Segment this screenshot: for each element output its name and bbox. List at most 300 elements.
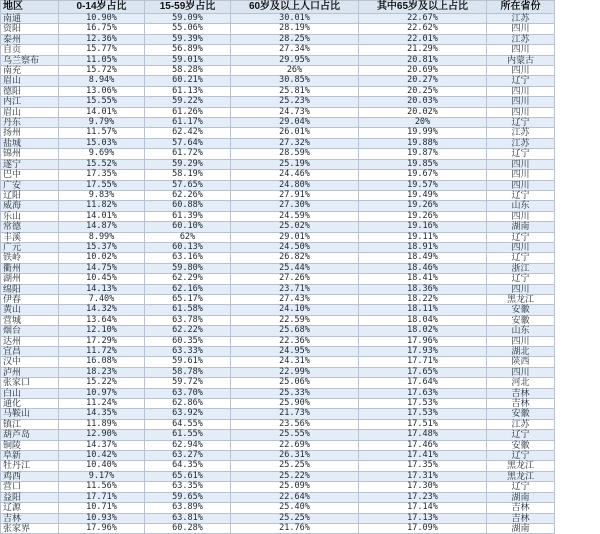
age-15-59-cell[interactable]: 61.55% (145, 430, 231, 440)
region-cell[interactable]: 丰溪 (1, 232, 59, 242)
age-15-59-cell[interactable]: 62.26% (145, 190, 231, 200)
header-age-65-plus[interactable]: 其中65岁及以上占比 (359, 1, 487, 14)
age-60-plus-cell[interactable]: 27.34% (231, 45, 359, 55)
age-60-plus-cell[interactable]: 22.64% (231, 492, 359, 502)
region-cell[interactable]: 辽源 (1, 503, 59, 513)
age-60-plus-cell[interactable]: 30.01% (231, 14, 359, 24)
province-cell[interactable]: 江苏 (487, 419, 555, 429)
age-60-plus-cell[interactable]: 25.19% (231, 159, 359, 169)
age-60-plus-cell[interactable]: 25.90% (231, 399, 359, 409)
age-65-plus-cell[interactable]: 17.96% (359, 336, 487, 346)
age-60-plus-cell[interactable]: 25.81% (231, 86, 359, 96)
age-0-14-cell[interactable]: 17.35% (59, 170, 145, 180)
age-60-plus-cell[interactable]: 26.82% (231, 253, 359, 263)
age-0-14-cell[interactable]: 14.01% (59, 107, 145, 117)
age-60-plus-cell[interactable]: 28.59% (231, 149, 359, 159)
age-0-14-cell[interactable]: 10.93% (59, 513, 145, 523)
age-15-59-cell[interactable]: 56.89% (145, 45, 231, 55)
age-0-14-cell[interactable]: 17.55% (59, 180, 145, 190)
region-cell[interactable]: 泰州 (1, 34, 59, 44)
age-65-plus-cell[interactable]: 21.29% (359, 45, 487, 55)
age-65-plus-cell[interactable]: 18.46% (359, 263, 487, 273)
province-cell[interactable]: 吉林 (487, 399, 555, 409)
province-cell[interactable]: 四川 (487, 211, 555, 221)
region-cell[interactable]: 葫芦岛 (1, 430, 59, 440)
region-cell[interactable]: 辽阳 (1, 190, 59, 200)
region-cell[interactable]: 白山 (1, 388, 59, 398)
age-15-59-cell[interactable]: 63.89% (145, 503, 231, 513)
age-15-59-cell[interactable]: 63.70% (145, 388, 231, 398)
age-60-plus-cell[interactable]: 27.32% (231, 138, 359, 148)
age-0-14-cell[interactable]: 11.89% (59, 419, 145, 429)
header-age-15-59[interactable]: 15-59岁占比 (145, 1, 231, 14)
age-0-14-cell[interactable]: 15.77% (59, 45, 145, 55)
age-15-59-cell[interactable]: 62.16% (145, 284, 231, 294)
age-15-59-cell[interactable]: 63.92% (145, 409, 231, 419)
age-60-plus-cell[interactable]: 25.06% (231, 378, 359, 388)
age-60-plus-cell[interactable]: 24.59% (231, 211, 359, 221)
age-15-59-cell[interactable]: 61.39% (145, 211, 231, 221)
age-15-59-cell[interactable]: 61.58% (145, 305, 231, 315)
age-0-14-cell[interactable]: 16.08% (59, 357, 145, 367)
age-60-plus-cell[interactable]: 24.80% (231, 180, 359, 190)
region-cell[interactable]: 衢州 (1, 263, 59, 273)
age-0-14-cell[interactable]: 7.40% (59, 294, 145, 304)
age-15-59-cell[interactable]: 65.17% (145, 294, 231, 304)
age-0-14-cell[interactable]: 9.17% (59, 471, 145, 481)
region-cell[interactable]: 通化 (1, 399, 59, 409)
province-cell[interactable]: 吉林 (487, 513, 555, 523)
age-60-plus-cell[interactable]: 29.95% (231, 55, 359, 65)
region-cell[interactable]: 宜昌 (1, 347, 59, 357)
province-cell[interactable]: 四川 (487, 336, 555, 346)
age-65-plus-cell[interactable]: 19.57% (359, 180, 487, 190)
province-cell[interactable]: 四川 (487, 24, 555, 34)
age-65-plus-cell[interactable]: 17.53% (359, 409, 487, 419)
age-0-14-cell[interactable]: 16.75% (59, 24, 145, 34)
age-0-14-cell[interactable]: 11.05% (59, 55, 145, 65)
age-60-plus-cell[interactable]: 28.25% (231, 34, 359, 44)
age-60-plus-cell[interactable]: 22.99% (231, 367, 359, 377)
age-65-plus-cell[interactable]: 19.16% (359, 222, 487, 232)
age-0-14-cell[interactable]: 15.52% (59, 159, 145, 169)
region-cell[interactable]: 广元 (1, 242, 59, 252)
age-15-59-cell[interactable]: 59.65% (145, 492, 231, 502)
age-15-59-cell[interactable]: 59.39% (145, 34, 231, 44)
region-cell[interactable]: 湖州 (1, 274, 59, 284)
age-0-14-cell[interactable]: 15.37% (59, 242, 145, 252)
age-15-59-cell[interactable]: 60.88% (145, 201, 231, 211)
province-cell[interactable]: 山东 (487, 201, 555, 211)
age-60-plus-cell[interactable]: 27.91% (231, 190, 359, 200)
age-65-plus-cell[interactable]: 18.22% (359, 294, 487, 304)
age-0-14-cell[interactable]: 13.64% (59, 315, 145, 325)
province-cell[interactable]: 四川 (487, 180, 555, 190)
province-cell[interactable]: 黑龙江 (487, 294, 555, 304)
age-15-59-cell[interactable]: 59.72% (145, 378, 231, 388)
age-0-14-cell[interactable]: 13.06% (59, 86, 145, 96)
age-0-14-cell[interactable]: 11.56% (59, 482, 145, 492)
age-60-plus-cell[interactable]: 22.36% (231, 336, 359, 346)
age-60-plus-cell[interactable]: 27.43% (231, 294, 359, 304)
region-cell[interactable]: 镇江 (1, 419, 59, 429)
province-cell[interactable]: 江苏 (487, 138, 555, 148)
province-cell[interactable]: 四川 (487, 66, 555, 76)
age-65-plus-cell[interactable]: 17.53% (359, 399, 487, 409)
header-age-60-plus[interactable]: 60岁及以上人口占比 (231, 1, 359, 14)
age-15-59-cell[interactable]: 59.22% (145, 97, 231, 107)
province-cell[interactable]: 浙江 (487, 263, 555, 273)
age-60-plus-cell[interactable]: 22.59% (231, 315, 359, 325)
region-cell[interactable]: 营口 (1, 482, 59, 492)
age-15-59-cell[interactable]: 60.35% (145, 336, 231, 346)
province-cell[interactable]: 辽宁 (487, 190, 555, 200)
province-cell[interactable]: 辽宁 (487, 118, 555, 128)
province-cell[interactable]: 辽宁 (487, 149, 555, 159)
age-0-14-cell[interactable]: 10.02% (59, 253, 145, 263)
age-65-plus-cell[interactable]: 17.35% (359, 461, 487, 471)
age-15-59-cell[interactable]: 62.22% (145, 326, 231, 336)
age-0-14-cell[interactable]: 9.69% (59, 149, 145, 159)
region-cell[interactable]: 汉中 (1, 357, 59, 367)
region-cell[interactable]: 眉山 (1, 76, 59, 86)
age-15-59-cell[interactable]: 63.35% (145, 482, 231, 492)
age-60-plus-cell[interactable]: 25.68% (231, 326, 359, 336)
province-cell[interactable]: 四川 (487, 97, 555, 107)
age-65-plus-cell[interactable]: 18.02% (359, 326, 487, 336)
age-0-14-cell[interactable]: 15.22% (59, 378, 145, 388)
age-0-14-cell[interactable]: 15.03% (59, 138, 145, 148)
age-60-plus-cell[interactable]: 24.46% (231, 170, 359, 180)
age-15-59-cell[interactable]: 63.33% (145, 347, 231, 357)
age-15-59-cell[interactable]: 57.64% (145, 138, 231, 148)
age-60-plus-cell[interactable]: 25.23% (231, 97, 359, 107)
header-age-0-14[interactable]: 0-14岁占比 (59, 1, 145, 14)
province-cell[interactable]: 四川 (487, 159, 555, 169)
age-0-14-cell[interactable]: 12.10% (59, 326, 145, 336)
province-cell[interactable]: 河北 (487, 378, 555, 388)
province-cell[interactable]: 四川 (487, 86, 555, 96)
province-cell[interactable]: 辽宁 (487, 430, 555, 440)
region-cell[interactable]: 眉山 (1, 107, 59, 117)
age-60-plus-cell[interactable]: 23.56% (231, 419, 359, 429)
age-60-plus-cell[interactable]: 29.01% (231, 232, 359, 242)
age-0-14-cell[interactable]: 10.40% (59, 461, 145, 471)
province-cell[interactable]: 四川 (487, 367, 555, 377)
age-15-59-cell[interactable]: 59.09% (145, 14, 231, 24)
region-cell[interactable]: 丹东 (1, 118, 59, 128)
age-65-plus-cell[interactable]: 17.51% (359, 419, 487, 429)
age-0-14-cell[interactable]: 17.29% (59, 336, 145, 346)
age-65-plus-cell[interactable]: 17.41% (359, 451, 487, 461)
age-60-plus-cell[interactable]: 25.25% (231, 461, 359, 471)
age-0-14-cell[interactable]: 14.87% (59, 222, 145, 232)
age-0-14-cell[interactable]: 9.83% (59, 190, 145, 200)
age-15-59-cell[interactable]: 58.78% (145, 367, 231, 377)
age-65-plus-cell[interactable]: 18.91% (359, 242, 487, 252)
age-60-plus-cell[interactable]: 25.25% (231, 513, 359, 523)
age-65-plus-cell[interactable]: 17.13% (359, 513, 487, 523)
province-cell[interactable]: 辽宁 (487, 253, 555, 263)
region-cell[interactable]: 达州 (1, 336, 59, 346)
age-15-59-cell[interactable]: 62% (145, 232, 231, 242)
age-65-plus-cell[interactable]: 19.85% (359, 159, 487, 169)
region-cell[interactable]: 伊春 (1, 294, 59, 304)
age-0-14-cell[interactable]: 11.72% (59, 347, 145, 357)
province-cell[interactable]: 四川 (487, 170, 555, 180)
region-cell[interactable]: 牡丹江 (1, 461, 59, 471)
age-65-plus-cell[interactable]: 19.67% (359, 170, 487, 180)
region-cell[interactable]: 自贡 (1, 45, 59, 55)
age-65-plus-cell[interactable]: 19.11% (359, 232, 487, 242)
province-cell[interactable]: 江苏 (487, 128, 555, 138)
age-0-14-cell[interactable]: 10.90% (59, 14, 145, 24)
province-cell[interactable]: 辽宁 (487, 76, 555, 86)
header-province[interactable]: 所在省份 (487, 1, 555, 14)
age-65-plus-cell[interactable]: 20.02% (359, 107, 487, 117)
age-65-plus-cell[interactable]: 17.63% (359, 388, 487, 398)
province-cell[interactable]: 黑龙江 (487, 461, 555, 471)
age-65-plus-cell[interactable]: 20.81% (359, 55, 487, 65)
age-0-14-cell[interactable]: 12.36% (59, 34, 145, 44)
region-cell[interactable]: 遂宁 (1, 159, 59, 169)
age-65-plus-cell[interactable]: 18.41% (359, 274, 487, 284)
region-cell[interactable]: 泸州 (1, 367, 59, 377)
province-cell[interactable]: 辽宁 (487, 232, 555, 242)
age-0-14-cell[interactable]: 14.32% (59, 305, 145, 315)
age-15-59-cell[interactable]: 64.55% (145, 419, 231, 429)
region-cell[interactable]: 南充 (1, 66, 59, 76)
age-65-plus-cell[interactable]: 20.27% (359, 76, 487, 86)
age-0-14-cell[interactable]: 8.99% (59, 232, 145, 242)
age-0-14-cell[interactable]: 11.82% (59, 201, 145, 211)
age-15-59-cell[interactable]: 61.17% (145, 118, 231, 128)
age-65-plus-cell[interactable]: 19.49% (359, 190, 487, 200)
age-60-plus-cell[interactable]: 26.01% (231, 128, 359, 138)
region-cell[interactable]: 阜新 (1, 451, 59, 461)
region-cell[interactable]: 益阳 (1, 492, 59, 502)
age-60-plus-cell[interactable]: 25.09% (231, 482, 359, 492)
age-65-plus-cell[interactable]: 17.23% (359, 492, 487, 502)
age-0-14-cell[interactable]: 17.96% (59, 523, 145, 533)
age-65-plus-cell[interactable]: 17.14% (359, 503, 487, 513)
age-65-plus-cell[interactable]: 17.71% (359, 357, 487, 367)
age-15-59-cell[interactable]: 64.35% (145, 461, 231, 471)
age-60-plus-cell[interactable]: 30.85% (231, 76, 359, 86)
region-cell[interactable]: 鸡西 (1, 471, 59, 481)
region-cell[interactable]: 南通 (1, 14, 59, 24)
age-15-59-cell[interactable]: 61.13% (145, 86, 231, 96)
age-15-59-cell[interactable]: 59.29% (145, 159, 231, 169)
age-65-plus-cell[interactable]: 19.88% (359, 138, 487, 148)
region-cell[interactable]: 内江 (1, 97, 59, 107)
region-cell[interactable]: 营城 (1, 315, 59, 325)
province-cell[interactable]: 四川 (487, 242, 555, 252)
age-60-plus-cell[interactable]: 21.73% (231, 409, 359, 419)
region-cell[interactable]: 德阳 (1, 86, 59, 96)
age-60-plus-cell[interactable]: 22.69% (231, 440, 359, 450)
age-15-59-cell[interactable]: 58.28% (145, 66, 231, 76)
age-60-plus-cell[interactable]: 24.73% (231, 107, 359, 117)
age-15-59-cell[interactable]: 60.13% (145, 242, 231, 252)
age-65-plus-cell[interactable]: 18.04% (359, 315, 487, 325)
age-65-plus-cell[interactable]: 20.25% (359, 86, 487, 96)
age-60-plus-cell[interactable]: 23.71% (231, 284, 359, 294)
province-cell[interactable]: 四川 (487, 45, 555, 55)
region-cell[interactable]: 绵阳 (1, 284, 59, 294)
age-65-plus-cell[interactable]: 17.93% (359, 347, 487, 357)
age-15-59-cell[interactable]: 63.78% (145, 315, 231, 325)
province-cell[interactable]: 辽宁 (487, 482, 555, 492)
age-15-59-cell[interactable]: 62.94% (145, 440, 231, 450)
age-15-59-cell[interactable]: 61.26% (145, 107, 231, 117)
province-cell[interactable]: 湖北 (487, 347, 555, 357)
age-15-59-cell[interactable]: 62.42% (145, 128, 231, 138)
age-15-59-cell[interactable]: 65.61% (145, 471, 231, 481)
age-15-59-cell[interactable]: 59.01% (145, 55, 231, 65)
age-60-plus-cell[interactable]: 21.76% (231, 523, 359, 533)
province-cell[interactable]: 吉林 (487, 503, 555, 513)
province-cell[interactable]: 江苏 (487, 34, 555, 44)
age-0-14-cell[interactable]: 14.37% (59, 440, 145, 450)
province-cell[interactable]: 陕西 (487, 357, 555, 367)
age-65-plus-cell[interactable]: 19.26% (359, 201, 487, 211)
region-cell[interactable]: 盐城 (1, 138, 59, 148)
age-65-plus-cell[interactable]: 19.87% (359, 149, 487, 159)
province-cell[interactable]: 湖南 (487, 492, 555, 502)
age-0-14-cell[interactable]: 10.42% (59, 451, 145, 461)
age-65-plus-cell[interactable]: 17.30% (359, 482, 487, 492)
province-cell[interactable]: 山东 (487, 326, 555, 336)
age-65-plus-cell[interactable]: 18.36% (359, 284, 487, 294)
age-65-plus-cell[interactable]: 22.67% (359, 14, 487, 24)
age-15-59-cell[interactable]: 60.10% (145, 222, 231, 232)
age-0-14-cell[interactable]: 10.45% (59, 274, 145, 284)
region-cell[interactable]: 乐山 (1, 211, 59, 221)
age-15-59-cell[interactable]: 60.21% (145, 76, 231, 86)
age-15-59-cell[interactable]: 63.81% (145, 513, 231, 523)
province-cell[interactable]: 四川 (487, 284, 555, 294)
age-15-59-cell[interactable]: 55.06% (145, 24, 231, 34)
age-0-14-cell[interactable]: 9.79% (59, 118, 145, 128)
age-65-plus-cell[interactable]: 17.64% (359, 378, 487, 388)
age-60-plus-cell[interactable]: 25.02% (231, 222, 359, 232)
province-cell[interactable]: 黑龙江 (487, 471, 555, 481)
region-cell[interactable]: 张家口 (1, 378, 59, 388)
province-cell[interactable]: 安徽 (487, 409, 555, 419)
age-65-plus-cell[interactable]: 20.69% (359, 66, 487, 76)
age-60-plus-cell[interactable]: 24.10% (231, 305, 359, 315)
age-15-59-cell[interactable]: 60.28% (145, 523, 231, 533)
region-cell[interactable]: 吉林 (1, 513, 59, 523)
province-cell[interactable]: 湖南 (487, 523, 555, 533)
age-60-plus-cell[interactable]: 27.30% (231, 201, 359, 211)
age-0-14-cell[interactable]: 17.71% (59, 492, 145, 502)
age-65-plus-cell[interactable]: 19.26% (359, 211, 487, 221)
age-65-plus-cell[interactable]: 17.31% (359, 471, 487, 481)
region-cell[interactable]: 马鞍山 (1, 409, 59, 419)
region-cell[interactable]: 张家界 (1, 523, 59, 533)
age-0-14-cell[interactable]: 10.97% (59, 388, 145, 398)
age-60-plus-cell[interactable]: 26% (231, 66, 359, 76)
age-65-plus-cell[interactable]: 18.11% (359, 305, 487, 315)
age-60-plus-cell[interactable]: 25.33% (231, 388, 359, 398)
province-cell[interactable]: 辽宁 (487, 451, 555, 461)
age-0-14-cell[interactable]: 11.57% (59, 128, 145, 138)
age-0-14-cell[interactable]: 15.55% (59, 97, 145, 107)
age-0-14-cell[interactable]: 11.24% (59, 399, 145, 409)
region-cell[interactable]: 扬州 (1, 128, 59, 138)
age-60-plus-cell[interactable]: 25.55% (231, 430, 359, 440)
region-cell[interactable]: 乌兰察布 (1, 55, 59, 65)
province-cell[interactable]: 四川 (487, 107, 555, 117)
age-0-14-cell[interactable]: 12.90% (59, 430, 145, 440)
age-60-plus-cell[interactable]: 25.22% (231, 471, 359, 481)
province-cell[interactable]: 安徽 (487, 315, 555, 325)
age-60-plus-cell[interactable]: 25.40% (231, 503, 359, 513)
province-cell[interactable]: 江苏 (487, 14, 555, 24)
age-0-14-cell[interactable]: 10.71% (59, 503, 145, 513)
age-0-14-cell[interactable]: 14.75% (59, 263, 145, 273)
province-cell[interactable]: 辽宁 (487, 274, 555, 284)
age-65-plus-cell[interactable]: 17.48% (359, 430, 487, 440)
region-cell[interactable]: 巴中 (1, 170, 59, 180)
region-cell[interactable]: 铁岭 (1, 253, 59, 263)
region-cell[interactable]: 铜陵 (1, 440, 59, 450)
province-cell[interactable]: 内蒙古 (487, 55, 555, 65)
region-cell[interactable]: 锦州 (1, 149, 59, 159)
region-cell[interactable]: 威海 (1, 201, 59, 211)
age-15-59-cell[interactable]: 63.16% (145, 253, 231, 263)
region-cell[interactable]: 烟台 (1, 326, 59, 336)
province-cell[interactable]: 安徽 (487, 305, 555, 315)
age-0-14-cell[interactable]: 8.94% (59, 76, 145, 86)
region-cell[interactable]: 常德 (1, 222, 59, 232)
age-60-plus-cell[interactable]: 28.19% (231, 24, 359, 34)
age-0-14-cell[interactable]: 14.01% (59, 211, 145, 221)
age-65-plus-cell[interactable]: 20% (359, 118, 487, 128)
age-65-plus-cell[interactable]: 19.99% (359, 128, 487, 138)
age-65-plus-cell[interactable]: 17.46% (359, 440, 487, 450)
age-0-14-cell[interactable]: 18.23% (59, 367, 145, 377)
age-60-plus-cell[interactable]: 24.95% (231, 347, 359, 357)
age-60-plus-cell[interactable]: 27.26% (231, 274, 359, 284)
age-60-plus-cell[interactable]: 29.04% (231, 118, 359, 128)
age-15-59-cell[interactable]: 58.19% (145, 170, 231, 180)
age-65-plus-cell[interactable]: 18.49% (359, 253, 487, 263)
age-65-plus-cell[interactable]: 20.03% (359, 97, 487, 107)
age-15-59-cell[interactable]: 57.65% (145, 180, 231, 190)
age-0-14-cell[interactable]: 14.35% (59, 409, 145, 419)
province-cell[interactable]: 湖南 (487, 222, 555, 232)
age-0-14-cell[interactable]: 14.13% (59, 284, 145, 294)
region-cell[interactable]: 广安 (1, 180, 59, 190)
age-65-plus-cell[interactable]: 22.62% (359, 24, 487, 34)
age-60-plus-cell[interactable]: 26.31% (231, 451, 359, 461)
region-cell[interactable]: 资阳 (1, 24, 59, 34)
age-15-59-cell[interactable]: 63.27% (145, 451, 231, 461)
age-15-59-cell[interactable]: 59.80% (145, 263, 231, 273)
age-65-plus-cell[interactable]: 22.01% (359, 34, 487, 44)
age-60-plus-cell[interactable]: 24.31% (231, 357, 359, 367)
header-region[interactable]: 地区 (1, 1, 59, 14)
age-60-plus-cell[interactable]: 25.44% (231, 263, 359, 273)
age-65-plus-cell[interactable]: 17.09% (359, 523, 487, 533)
province-cell[interactable]: 吉林 (487, 388, 555, 398)
age-60-plus-cell[interactable]: 24.50% (231, 242, 359, 252)
age-15-59-cell[interactable]: 61.72% (145, 149, 231, 159)
region-cell[interactable]: 黄山 (1, 305, 59, 315)
